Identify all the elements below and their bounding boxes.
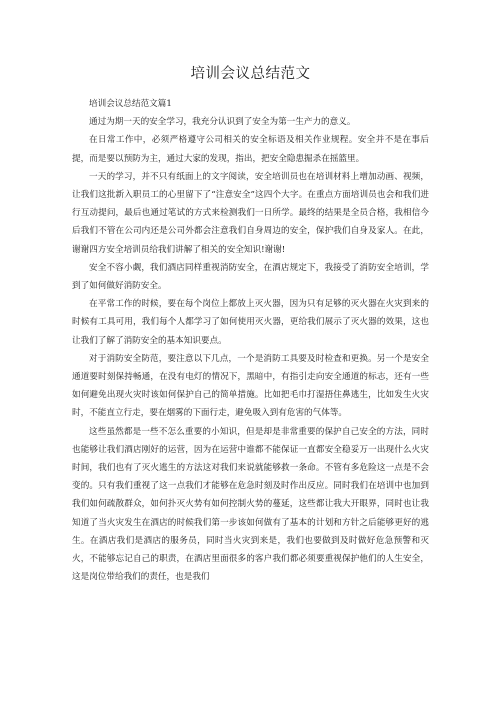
paragraph-5: 在平常工作的时候，要在每个岗位上都放上灭火器，因为只有足够的灭火器在火灾到来的时候有工具可用，我们每个人都学习了如何使用灭火器，更给我们展示了灭火器的效果，这也让我们了解了消防安全的基本知识要点。 [72, 299, 429, 346]
paragraph-2: 在日常工作中，必须严格遵守公司相关的安全标语及相关作业规程。安全并不是在事后提，而是要以预防为主，通过大家的发现，指出，把安全隐患掘杀在摇篮里。 [72, 135, 429, 164]
section-heading: 培训会议总结范文篇1 [89, 99, 172, 109]
document-title: 培训会议总结范文 [190, 66, 311, 82]
document-page [72, 62, 429, 586]
paragraph-4: 安全不容小觑，我们酒店同样重视消防安全，在酒店规定下，我接受了消防安全培训，学到了如何做好消防安全。 [72, 262, 429, 292]
paragraph-7: 这些虽然都是一些不怎么重要的小知识，但是却是非常重要的保护自己安全的方法，同时也能够让我们酒店刚好的运营，因为在运营中谁都不能保证一直都安全稳妥万一出现什么火灾时间，我们也有了灭火逃生的方法这对我们来说就能够救一条命。不管有多危险这一点是不会变的。只有我们重视了这一点我们才能够在危急时刻及时作出反应。同时我们在培训中也加到我们如何疏散群众，如何扑灭火势有如何控制火势的蔓延，这些都让我大开眼界，同时也让我知道了当火灾发生在酒店的时候我们第一步该如何做有了基本的计划和方针之后能够更好的逃生。在酒店我们是酒店的服务员，同时当火灾到来是，我们也要做到及时做好危急预警和灭火，不能够忘记自己的职责，在酒店里面很多的客户我们都必须要重视保护他们的人生安全，这是岗位带给我们的责任，也是我们 [72, 426, 429, 583]
paragraph-3: 一天的学习，并不只有纸面上的文字阅读，安全培训员也在培训材料上增加动画、视频，让我们这批新入职员工的心里留下了“注意安全”这四个大字。在重点方面培训员也会和我们进行互动提问，最后也通过笔试的方式来检测我们一日所学。最终的结果是全员合格，我相信今后我们不管在公司内还是公司外都会注意我们自身周边的安全，保护我们自身及家人。在此，谢谢四方安全培训员给我们讲解了相关的安全知识!谢谢! [72, 171, 429, 255]
paragraph-1: 通过为期一天的安全学习，我充分认识到了安全为第一生产力的意义。 [89, 117, 356, 128]
paragraph-6: 对于消防安全防范，要注意以下几点，一个是消防工具要及时检查和更换。另一个是安全通道要时刻保持畅通，在没有电灯的情况下，黑暗中，有指引走向安全通道的标志，还有一些如何避免出现火灾时该如何保护自己的简单措施。比如把毛巾打湿捂住鼻逃生，比如发生火灾时，不能直立行走，要在烟雾的下面行走，避免吸入到有危害的气体等。 [72, 353, 429, 419]
